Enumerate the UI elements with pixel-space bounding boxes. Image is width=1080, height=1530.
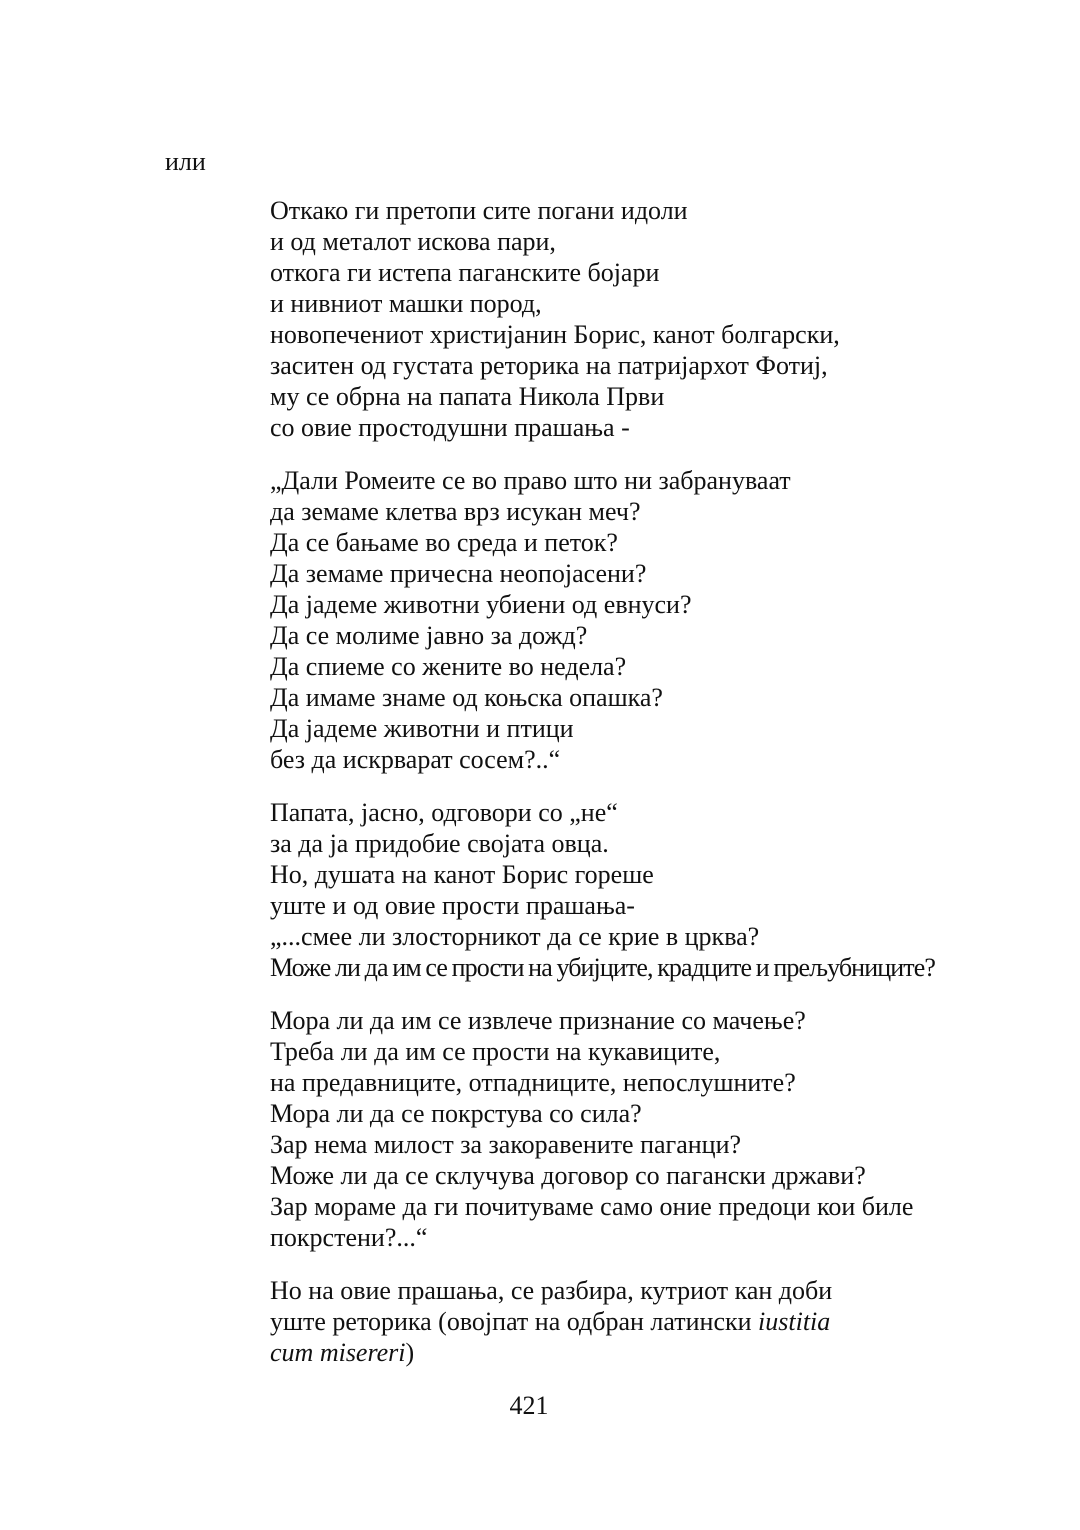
poem-line: Да јадеме животни убиени од евнуси? xyxy=(270,590,692,619)
poem-line: Папата, јасно, одговори со „не“ xyxy=(270,798,618,827)
poem-line xyxy=(270,1337,1010,1368)
poem-line: Но на овие прашања, се разбира, кутриот кан доби xyxy=(270,1276,833,1305)
latin-phrase-part-1: iustitia xyxy=(758,1307,831,1336)
poem-line: Откако ги претопи сите погани идоли xyxy=(270,196,688,225)
stanza-3 xyxy=(270,797,1010,983)
closing-parenthesis: ) xyxy=(405,1338,415,1367)
poem-line: „...смее ли злосторникот да се крие в црква? xyxy=(270,922,760,951)
poem-line: му се обрна на папата Никола Први xyxy=(270,382,665,411)
poem-text: уште реторика (овојпат на одбран латински xyxy=(270,1307,759,1336)
poem-line: Да се бањаме во среда и петок? xyxy=(270,528,618,557)
poem-line: Да спиеме со жените во недела? xyxy=(270,652,627,681)
poem-line: без да искрварат сосем?..“ xyxy=(270,745,561,774)
poem-line: Да земаме причесна неопојасени? xyxy=(270,559,647,588)
poem-line: да земаме клетва врз исукан меч? xyxy=(270,497,641,526)
poem-line: Да имаме знаме од коњска опашка? xyxy=(270,683,663,712)
poem-line: Да јадеме животни и птици xyxy=(270,714,574,743)
poem-line: откога ги истепа паганските бојари xyxy=(270,258,660,287)
poem-line: со овие простодушни прашања - xyxy=(270,413,630,442)
poem-line: Треба ли да им се прости на кукавиците, xyxy=(270,1037,721,1066)
poem-line: новопечениот христијанин Борис, канот болгарски, xyxy=(270,320,840,349)
poem-line xyxy=(270,1306,1010,1337)
poem xyxy=(270,195,1010,1390)
poem-line: Зар мораме да ги почитуваме само оние предоци кои биле xyxy=(270,1192,914,1221)
poem-line: Може ли да им се прости на убијците, крадците и прељубниците? xyxy=(270,953,935,982)
stanza-5 xyxy=(270,1275,1010,1368)
latin-phrase-part-2: cum misereri xyxy=(270,1338,406,1367)
stanza-4 xyxy=(270,1005,1010,1253)
stanza-2 xyxy=(270,465,1010,775)
poem-line: на предавниците, отпадниците, непослушните? xyxy=(270,1068,796,1097)
poem-line: Но, душата на канот Борис гореше xyxy=(270,860,654,889)
poem-line: заситен од густата реторика на патријархот Фотиј, xyxy=(270,351,828,380)
poem-line: Мора ли да им се извлече признание со мачење? xyxy=(270,1006,806,1035)
intro-word: или xyxy=(165,147,206,176)
page-number: 421 xyxy=(509,1391,549,1420)
poem-line: за да ја придобие својата овца. xyxy=(270,829,609,858)
poem-line: Да се молиме јавно за дожд? xyxy=(270,621,588,650)
poem-line: и од металот искова пари, xyxy=(270,227,556,256)
poem-line: Мора ли да се покрстува со сила? xyxy=(270,1099,642,1128)
stanza-1 xyxy=(270,195,1010,443)
poem-line: Зар нема милост за закоравените паганци? xyxy=(270,1130,742,1159)
poem-line: Може ли да се склучува договор со пагански држави? xyxy=(270,1161,866,1190)
poem-line: „Дали Ромеите се во право што ни забрануваат xyxy=(270,466,791,495)
poem-line: уште и од овие прости прашања- xyxy=(270,891,635,920)
poem-line: и нивниот машки пород, xyxy=(270,289,542,318)
poem-line: покрстени?...“ xyxy=(270,1223,428,1252)
